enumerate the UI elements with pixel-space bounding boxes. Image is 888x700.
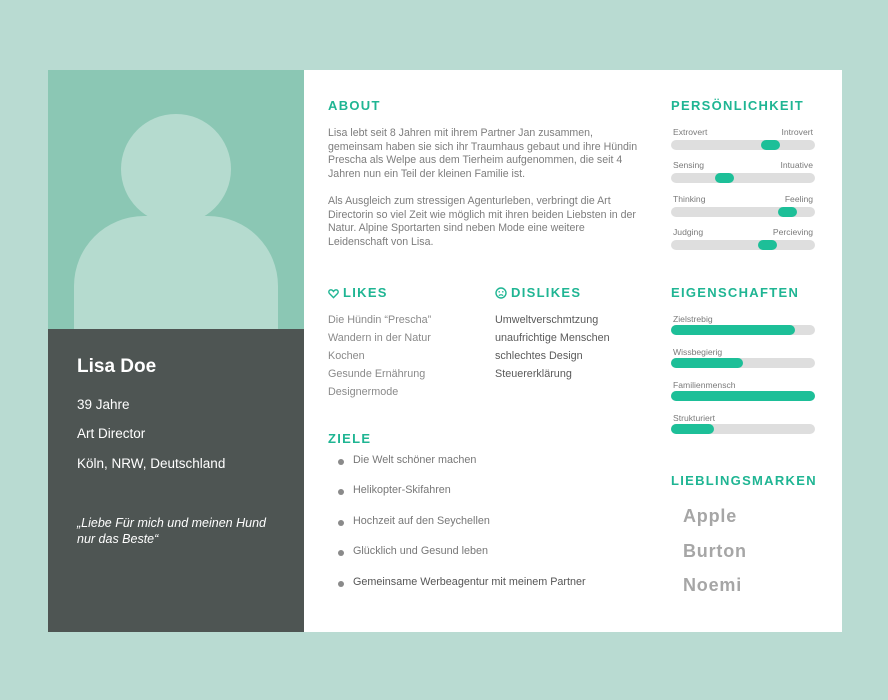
bullet-icon bbox=[338, 550, 344, 556]
attribute-bar bbox=[671, 347, 815, 359]
avatar-body-shape bbox=[74, 216, 278, 329]
sad-face-icon bbox=[495, 287, 507, 299]
heart-icon bbox=[328, 288, 339, 299]
person-job: Art Director bbox=[77, 426, 146, 441]
personality-trait bbox=[671, 127, 815, 139]
brand-name: Noemi bbox=[683, 575, 743, 595]
about-paragraph-2: Als Ausgleich zum stressigen Agenturleben, verbringt die Art Directorin so viel Zeit wie möglich mit ihren beiden Liebsten in der Natur. Alpine Sportarten sind neben Mode eine weitere Leidenschaft von Lisa. bbox=[328, 195, 636, 248]
attribute-bar bbox=[671, 380, 815, 392]
goals-title: ZIELE bbox=[328, 431, 372, 446]
profile-info bbox=[48, 329, 304, 632]
bullet-icon bbox=[338, 581, 344, 587]
avatar-head-shape bbox=[121, 114, 231, 224]
brand-name: Apple bbox=[683, 506, 738, 526]
dislikes-title-label: DISLIKES bbox=[511, 285, 582, 300]
middle-column: ABOUT Lisa lebt seit 8 Jahren mit ihrem Partner Jan zusammen, gemeinsam haben sie sich ihr Traumhaus gebaut und ihre Hündin Prescha als Welpe aus dem Tierheim aufgenommen, die seit 4 Jahren nun ein Teil der kleinen Familie ist. Als Ausgleich zum stressigen Agenturleben, verbringt die Art Directorin so viel Zeit wie möglich mit ihren beiden Liebsten in der Natur. Alpine Sportarten sind neben Mode eine weitere Leidenschaft von Lisa. LIKES Die Hündin “Prescha” Wandern in der Natur Kochen Gesunde Ernährung Designermode DISLIKES Umweltverschmtzung unaufrichtige Menschen schlechtes Design Steuererklärung ZIELE Die Welt schöner machen Helikopter-Skifahren Hochzeit auf den Seychellen Glücklich und Gesund leben Gemeinsame Werbeagentur mit meinem Partner bbox=[328, 70, 658, 632]
bullet-icon bbox=[338, 459, 344, 465]
person-quote: „Liebe Für mich und meinen Hund nur das Beste“ bbox=[77, 516, 266, 546]
right-column bbox=[671, 70, 821, 632]
attribute-bar bbox=[671, 314, 815, 326]
list-item: schlechtes Design bbox=[495, 350, 583, 362]
personality-title: PERSÖNLICHKEIT bbox=[671, 98, 805, 113]
person-location: Köln, NRW, Deutschland bbox=[77, 456, 226, 471]
trait-left-label: Sensing bbox=[673, 160, 705, 170]
attribute-track bbox=[671, 391, 815, 401]
trait-right-label: Feeling bbox=[784, 194, 813, 204]
trait-right-label: Introvert bbox=[781, 127, 813, 137]
trait-right-label: Intuative bbox=[780, 160, 813, 170]
trait-knob bbox=[778, 207, 797, 217]
attribute-track bbox=[671, 358, 815, 368]
list-item: Wandern in der Natur bbox=[328, 332, 431, 344]
likes-title-label: LIKES bbox=[343, 285, 388, 300]
list-item: Steuererklärung bbox=[495, 368, 572, 380]
attribute-fill bbox=[671, 424, 714, 434]
personality-trait bbox=[671, 160, 815, 172]
attribute-fill bbox=[671, 358, 743, 368]
about-title: ABOUT bbox=[328, 98, 381, 113]
attribute-fill bbox=[671, 325, 795, 335]
trait-left-label: Judging bbox=[673, 227, 704, 237]
list-item: Umweltverschmtzung bbox=[495, 314, 599, 326]
attribute-fill bbox=[671, 391, 815, 401]
dislikes-title bbox=[495, 285, 581, 300]
personality-trait bbox=[671, 194, 815, 206]
likes-title bbox=[328, 285, 388, 300]
persona-card bbox=[48, 70, 842, 632]
attributes-title: EIGENSCHAFTEN bbox=[671, 285, 800, 300]
attribute-bar bbox=[671, 413, 815, 425]
trait-knob bbox=[715, 173, 734, 183]
trait-track bbox=[671, 240, 815, 250]
personality-trait bbox=[671, 227, 815, 239]
attribute-label: Familienmensch bbox=[673, 380, 736, 390]
dislikes-list bbox=[495, 311, 610, 383]
list-item: unaufrichtige Menschen bbox=[495, 332, 610, 344]
trait-right-label: Percieving bbox=[772, 227, 813, 237]
trait-left-label: Thinking bbox=[673, 194, 706, 204]
person-name: Lisa Doe bbox=[77, 356, 157, 377]
trait-track bbox=[671, 140, 815, 150]
avatar bbox=[48, 70, 304, 329]
trait-track bbox=[671, 207, 815, 217]
profile-panel bbox=[48, 70, 304, 632]
list-item: Designermode bbox=[328, 386, 399, 398]
attribute-label: Wissbegierig bbox=[673, 347, 723, 357]
attribute-label: Zielstrebig bbox=[673, 314, 713, 324]
trait-knob bbox=[761, 140, 780, 150]
about-paragraph-1: Lisa lebt seit 8 Jahren mit ihrem Partner Jan zusammen, gemeinsam haben sie sich ihr Traumhaus gebaut und ihre Hündin Prescha als Welpe aus dem Tierheim aufgenommen, die seit 4 Jahren nun ein Teil der kleinen Familie ist. bbox=[328, 127, 638, 180]
person-age: 39 Jahre bbox=[77, 397, 130, 412]
brands-title: LIEBLINGSMARKEN bbox=[671, 473, 817, 488]
trait-track bbox=[671, 173, 815, 183]
trait-left-label: Extrovert bbox=[673, 127, 708, 137]
attribute-label: Strukturiert bbox=[673, 413, 716, 423]
bullet-icon bbox=[338, 520, 344, 526]
likes-list bbox=[328, 311, 431, 401]
brand-name: Burton bbox=[683, 541, 747, 561]
list-item: Gesunde Ernährung bbox=[328, 368, 426, 380]
attribute-track bbox=[671, 325, 815, 335]
list-item: Kochen bbox=[328, 350, 365, 362]
list-item: Die Hündin “Prescha” bbox=[328, 314, 432, 326]
trait-knob bbox=[758, 240, 777, 250]
attribute-track bbox=[671, 424, 815, 434]
bullet-icon bbox=[338, 489, 344, 495]
